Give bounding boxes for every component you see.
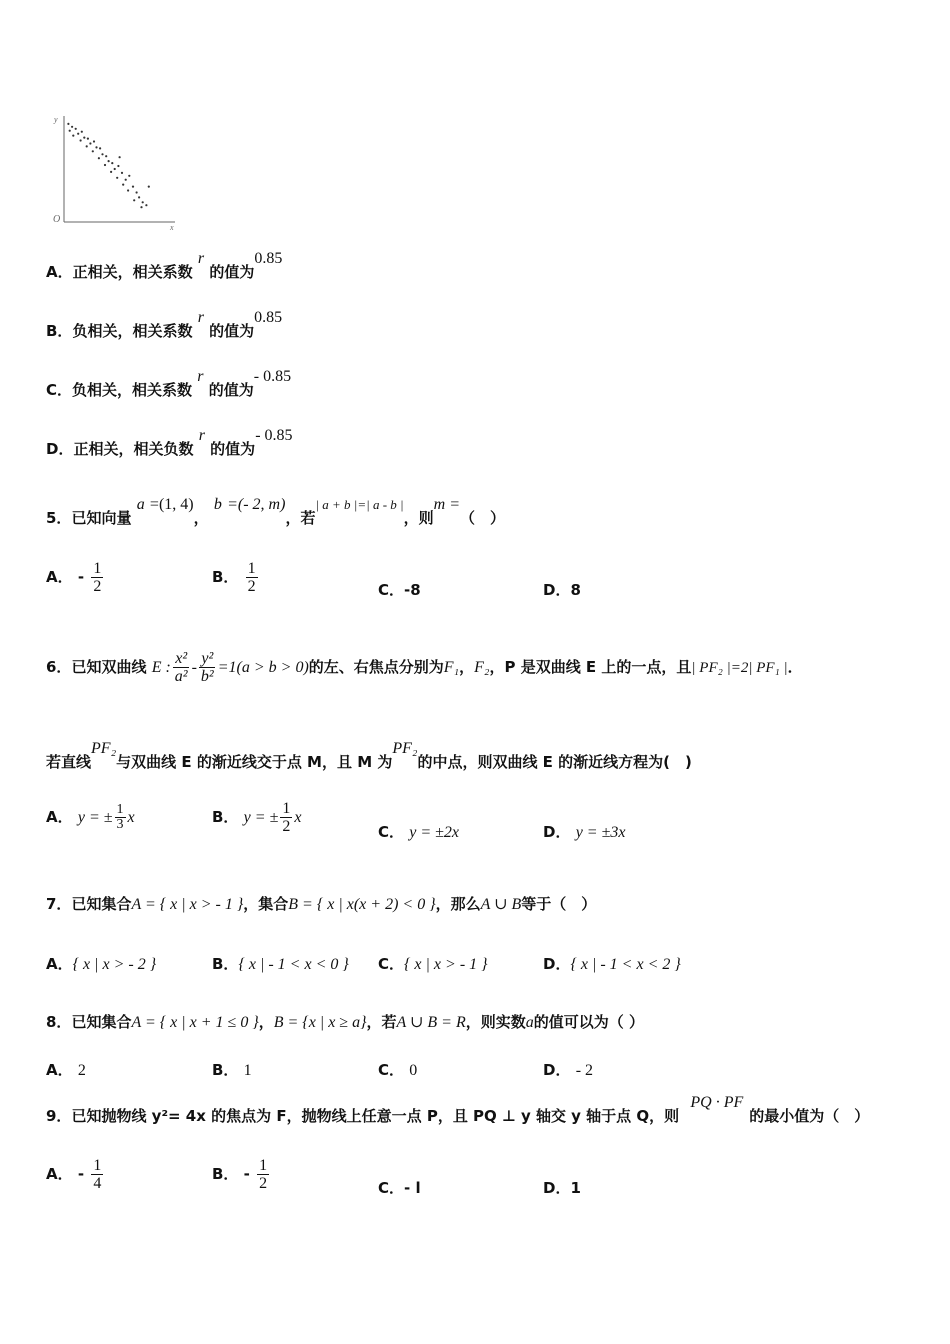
q6-text-1: 已知双曲线 xyxy=(71,658,147,676)
q9-option-c-value: - l xyxy=(404,1179,421,1197)
q5-condition: | a + b |=| a - b | xyxy=(315,497,404,512)
q4-option-a[interactable] xyxy=(46,250,283,283)
q9-text-2: 的最小值为（ ） xyxy=(749,1107,870,1125)
scatter-point-0 xyxy=(67,123,69,125)
q5-option-c-value: -8 xyxy=(404,581,421,599)
q6-frac1-num: x² xyxy=(175,650,188,667)
q7-option-c-expr: { x | x > - 1 } xyxy=(404,956,488,973)
q9-option-d-label: D． xyxy=(543,1179,571,1197)
q4-option-d-label: D． xyxy=(46,440,74,458)
q5-option-a-fraction xyxy=(91,560,103,595)
q6-option-d-label: D． xyxy=(543,823,571,841)
q6-frac2-num: y² xyxy=(201,650,214,667)
scatter-point-4 xyxy=(77,133,79,135)
q5-option-d-label: D． xyxy=(543,581,571,599)
q7-number: 7． xyxy=(46,895,72,913)
q4-option-d-var: r xyxy=(198,427,205,444)
q4-option-b-text: 负相关，相关系数 xyxy=(72,322,193,340)
q6-sep: ， xyxy=(459,658,475,676)
q5-option-d[interactable] xyxy=(543,580,581,600)
q7-option-b[interactable] xyxy=(212,954,349,975)
q6-option-b-pre: y = ± xyxy=(243,809,279,826)
scatter-point-11 xyxy=(86,145,88,147)
q7-text-2: ，集合 xyxy=(243,895,289,913)
q4-option-c-mid: 的值为 xyxy=(208,381,254,399)
q5-a-rhs: =(1, 4) xyxy=(149,496,194,513)
q6-option-c[interactable] xyxy=(378,822,459,843)
q8-option-b-label: B． xyxy=(212,1061,239,1079)
q8-option-b[interactable] xyxy=(212,1060,252,1081)
q4-option-a-mid: 的值为 xyxy=(209,263,255,281)
scatter-point-16 xyxy=(101,153,103,155)
q9-option-a[interactable] xyxy=(46,1157,105,1192)
q6-pf2-b: PF₂ xyxy=(392,740,418,757)
q9-number: 9． xyxy=(46,1107,72,1125)
scatter-plot xyxy=(40,112,185,234)
q6-line2-c: 的中点，则双曲线 E 的渐近线方程为( ) xyxy=(417,753,692,771)
q6-f2: F₂ xyxy=(474,659,490,676)
q9-option-b[interactable] xyxy=(212,1157,271,1192)
q4-option-a-text: 正相关，相关系数 xyxy=(72,263,193,281)
q5-option-a-sign: - xyxy=(77,568,85,586)
q4-option-b-mid: 的值为 xyxy=(209,322,255,340)
scatter-point-26 xyxy=(116,177,118,179)
q5-b-lhs: b xyxy=(213,496,222,513)
q4-option-b-label: B． xyxy=(46,322,73,340)
q4-option-c[interactable] xyxy=(46,368,292,401)
q5-option-b-label: B． xyxy=(212,568,239,586)
q7-option-a-label: A． xyxy=(46,955,73,973)
q4-option-b-value: 0.85 xyxy=(254,309,283,326)
q6-f1: F₁ xyxy=(443,659,460,676)
q9-option-b-sign: - xyxy=(243,1165,250,1183)
q5-text-2: ，若 xyxy=(285,509,316,527)
q9-option-a-num: 1 xyxy=(93,1157,102,1174)
q8-option-a[interactable] xyxy=(46,1060,86,1081)
q7-option-d[interactable] xyxy=(543,954,681,975)
q8-b-set: B = {x | x ≥ a} xyxy=(273,1014,367,1031)
q5-stem xyxy=(46,496,506,529)
q9-option-d[interactable] xyxy=(543,1178,581,1198)
q7-text-1: 已知集合 xyxy=(71,895,132,913)
q8-stem xyxy=(46,1012,644,1033)
y-axis-label: y xyxy=(54,115,58,124)
scatter-point-2 xyxy=(69,130,71,132)
q4-option-d-mid: 的值为 xyxy=(210,440,256,458)
q5-option-a-label: A． xyxy=(46,568,73,586)
q6-stem-line-1 xyxy=(46,648,803,687)
q5-option-b-fraction xyxy=(246,560,258,595)
scatter-point-25 xyxy=(121,172,123,174)
scatter-point-37 xyxy=(140,206,142,208)
q7-option-a[interactable] xyxy=(46,954,156,975)
q6-text-3: ，P 是双曲线 E 上的一点，且 xyxy=(489,658,692,676)
q8-a-set: A = { x | x + 1 ≤ 0 } xyxy=(131,1014,259,1031)
q4-option-c-value: - 0.85 xyxy=(253,368,292,385)
q4-option-a-var: r xyxy=(197,250,205,267)
q6-frac1-den: a² xyxy=(174,668,188,685)
q9-option-b-label: B． xyxy=(212,1165,239,1183)
x-axis-label: x xyxy=(170,223,174,232)
q6-option-d[interactable] xyxy=(543,822,625,843)
scatter-point-15 xyxy=(99,147,101,149)
q9-expr: PQ · PF xyxy=(690,1094,744,1111)
q5-option-b-den: 2 xyxy=(247,578,256,595)
q9-option-a-label: A． xyxy=(46,1165,73,1183)
q4-option-a-label: A． xyxy=(46,263,73,281)
q8-condition: A ∪ B = R xyxy=(396,1014,466,1031)
q5-number: 5． xyxy=(46,509,72,527)
q8-text-3: ，若 xyxy=(366,1013,397,1031)
scatter-point-38 xyxy=(148,186,150,188)
q4-option-c-var: r xyxy=(197,368,204,385)
scatter-point-22 xyxy=(114,168,116,170)
scatter-point-24 xyxy=(110,171,112,173)
q8-option-c-label: C． xyxy=(378,1061,405,1079)
scatter-point-9 xyxy=(87,138,89,140)
q9-option-a-den: 4 xyxy=(93,1175,102,1192)
q8-text-5: 的值可以为（ ） xyxy=(533,1013,644,1031)
q9-option-d-value: 1 xyxy=(570,1179,581,1197)
q6-line2-a: 若直线 xyxy=(46,753,92,771)
q7-union: A ∪ B xyxy=(480,896,522,913)
scatter-point-12 xyxy=(93,140,95,142)
scatter-point-5 xyxy=(72,135,74,137)
q5-text-4: （ ） xyxy=(460,509,506,527)
q8-option-d[interactable] xyxy=(543,1060,593,1081)
scatter-point-21 xyxy=(111,162,113,164)
q6-stem-line-2 xyxy=(46,740,692,773)
q7-option-b-expr: { x | - 1 < x < 0 } xyxy=(238,956,349,973)
q8-a-var: a xyxy=(525,1014,534,1031)
q5-a-lhs: a xyxy=(136,496,145,513)
q5-m-eq: m = xyxy=(433,496,460,513)
scatter-point-1 xyxy=(71,126,73,128)
scatter-point-30 xyxy=(132,186,134,188)
q6-option-a[interactable] xyxy=(46,803,135,832)
q6-option-a-fraction xyxy=(115,803,126,832)
q4-option-c-text: 负相关，相关系数 xyxy=(72,381,193,399)
q7-text-4: 等于（ ） xyxy=(521,895,597,913)
q6-pf2-a: PF₂ xyxy=(91,740,117,757)
q8-text-1: 已知集合 xyxy=(71,1013,132,1031)
q5-text-1: 已知向量 xyxy=(71,509,132,527)
q7-option-d-expr: { x | - 1 < x < 2 } xyxy=(570,956,681,973)
scatter-point-6 xyxy=(81,131,83,133)
q8-option-c[interactable] xyxy=(378,1060,417,1081)
scatter-point-17 xyxy=(98,157,100,159)
q6-option-a-den: 3 xyxy=(116,817,124,832)
scatter-point-39 xyxy=(119,156,121,158)
q8-option-b-value: 1 xyxy=(243,1062,252,1079)
q4-option-b[interactable] xyxy=(46,309,283,342)
scatter-point-13 xyxy=(95,146,97,148)
q8-text-4: ，则实数 xyxy=(465,1013,526,1031)
q5-option-a[interactable] xyxy=(46,560,105,595)
scatter-point-33 xyxy=(138,196,140,198)
q7-option-d-label: D． xyxy=(543,955,571,973)
q4-option-c-label: C． xyxy=(46,381,73,399)
q8-option-a-label: A． xyxy=(46,1061,73,1079)
scatter-point-28 xyxy=(128,175,130,177)
q6-frac2-den: b² xyxy=(200,668,214,685)
scatter-point-19 xyxy=(108,160,110,162)
q6-option-b-den: 2 xyxy=(282,818,291,835)
q9-option-b-num: 1 xyxy=(259,1157,268,1174)
q6-fraction-1 xyxy=(173,650,190,685)
q9-option-b-fraction xyxy=(257,1157,269,1192)
q8-text-2: ， xyxy=(258,1013,274,1031)
q8-option-a-value: 2 xyxy=(77,1062,86,1079)
q8-number: 8． xyxy=(46,1013,72,1031)
q6-option-a-pre: y = ± xyxy=(77,809,113,826)
scatter-point-35 xyxy=(142,201,144,203)
q6-eq-rest: =1(a > b > 0) xyxy=(217,659,309,676)
q5-b-rhs: =(- 2, m) xyxy=(227,496,286,513)
q7-stem xyxy=(46,894,596,915)
q5-option-a-den: 2 xyxy=(93,578,102,595)
scatter-point-20 xyxy=(104,164,106,166)
q9-option-a-fraction xyxy=(91,1157,103,1192)
q4-option-d[interactable] xyxy=(46,427,293,460)
q6-line2-b: 与双曲线 E 的渐近线交于点 M，且 M 为 xyxy=(116,753,393,771)
scatter-point-32 xyxy=(136,191,138,193)
q6-option-a-post: x xyxy=(127,809,135,826)
scatter-point-7 xyxy=(83,137,85,139)
q5-option-b[interactable] xyxy=(212,560,260,595)
q5-option-c-label: C． xyxy=(378,581,405,599)
q9-option-c[interactable] xyxy=(378,1178,421,1198)
q7-b-set: B = { x | x(x + 2) < 0 } xyxy=(288,896,436,913)
scatter-point-34 xyxy=(133,199,135,201)
q6-minus: - xyxy=(191,659,197,676)
q8-option-d-label: D． xyxy=(543,1061,571,1079)
q9-option-c-label: C． xyxy=(378,1179,405,1197)
q6-option-c-expr: y = ±2x xyxy=(409,824,460,841)
scatter-point-27 xyxy=(125,179,127,181)
q6-option-b[interactable] xyxy=(212,800,301,835)
q4-option-a-value: 0.85 xyxy=(254,250,283,267)
q6-text-3-end: ． xyxy=(787,658,803,676)
q5-text-3: ，则 xyxy=(403,509,434,527)
q4-option-d-text: 正相关，相关负数 xyxy=(73,440,194,458)
q6-option-a-num: 1 xyxy=(116,802,124,817)
q6-e-name: E : xyxy=(151,659,171,676)
q7-option-c[interactable] xyxy=(378,954,488,975)
q9-text: 已知抛物线 y²= 4x 的焦点为 F，抛物线上任意一点 P，且 PQ ⊥ y 轴交 y 轴于点 Q，则 xyxy=(71,1107,680,1125)
q5-option-a-num: 1 xyxy=(93,560,102,577)
q6-option-c-label: C． xyxy=(378,823,405,841)
q8-option-c-value: 0 xyxy=(409,1062,418,1079)
q6-number: 6． xyxy=(46,658,72,676)
scatter-point-14 xyxy=(92,150,94,152)
scatter-point-31 xyxy=(127,189,129,191)
q7-option-c-label: C． xyxy=(378,955,405,973)
origin-label: O xyxy=(53,214,61,225)
q7-option-a-expr: { x | x > - 2 } xyxy=(72,956,157,973)
q8-option-d-value: - 2 xyxy=(575,1062,594,1079)
scatter-point-36 xyxy=(145,204,147,206)
q6-condition: | PF₂ |=2| PF₁ | xyxy=(691,660,788,676)
q9-option-a-sign: - xyxy=(77,1165,85,1183)
q5-sep: ， xyxy=(193,509,209,527)
scatter-point-3 xyxy=(75,128,77,130)
q6-fraction-2 xyxy=(199,650,216,685)
q6-text-2: 的左、右焦点分别为 xyxy=(308,658,444,676)
q9-stem xyxy=(46,1094,870,1127)
q5-option-d-value: 8 xyxy=(570,581,581,599)
q5-option-b-num: 1 xyxy=(247,560,256,577)
q4-option-b-var: r xyxy=(197,309,204,326)
q7-option-b-label: B． xyxy=(212,955,239,973)
scatter-point-23 xyxy=(117,165,119,167)
scatter-point-29 xyxy=(122,184,124,186)
q6-option-b-num: 1 xyxy=(282,800,291,817)
scatter-point-18 xyxy=(105,155,107,157)
q6-option-b-fraction xyxy=(280,800,292,835)
q6-option-b-label: B． xyxy=(212,808,239,826)
q6-option-d-expr: y = ±3x xyxy=(575,824,626,841)
scatter-point-10 xyxy=(89,142,91,144)
q4-option-d-value: - 0.85 xyxy=(255,427,293,444)
q6-option-a-label: A． xyxy=(46,808,73,826)
scatter-point-8 xyxy=(80,139,82,141)
q7-text-3: ，那么 xyxy=(435,895,481,913)
q5-option-c[interactable] xyxy=(378,580,421,600)
q7-a-set: A = { x | x > - 1 } xyxy=(131,896,244,913)
q9-option-b-den: 2 xyxy=(259,1175,268,1192)
q6-option-b-post: x xyxy=(294,809,302,826)
